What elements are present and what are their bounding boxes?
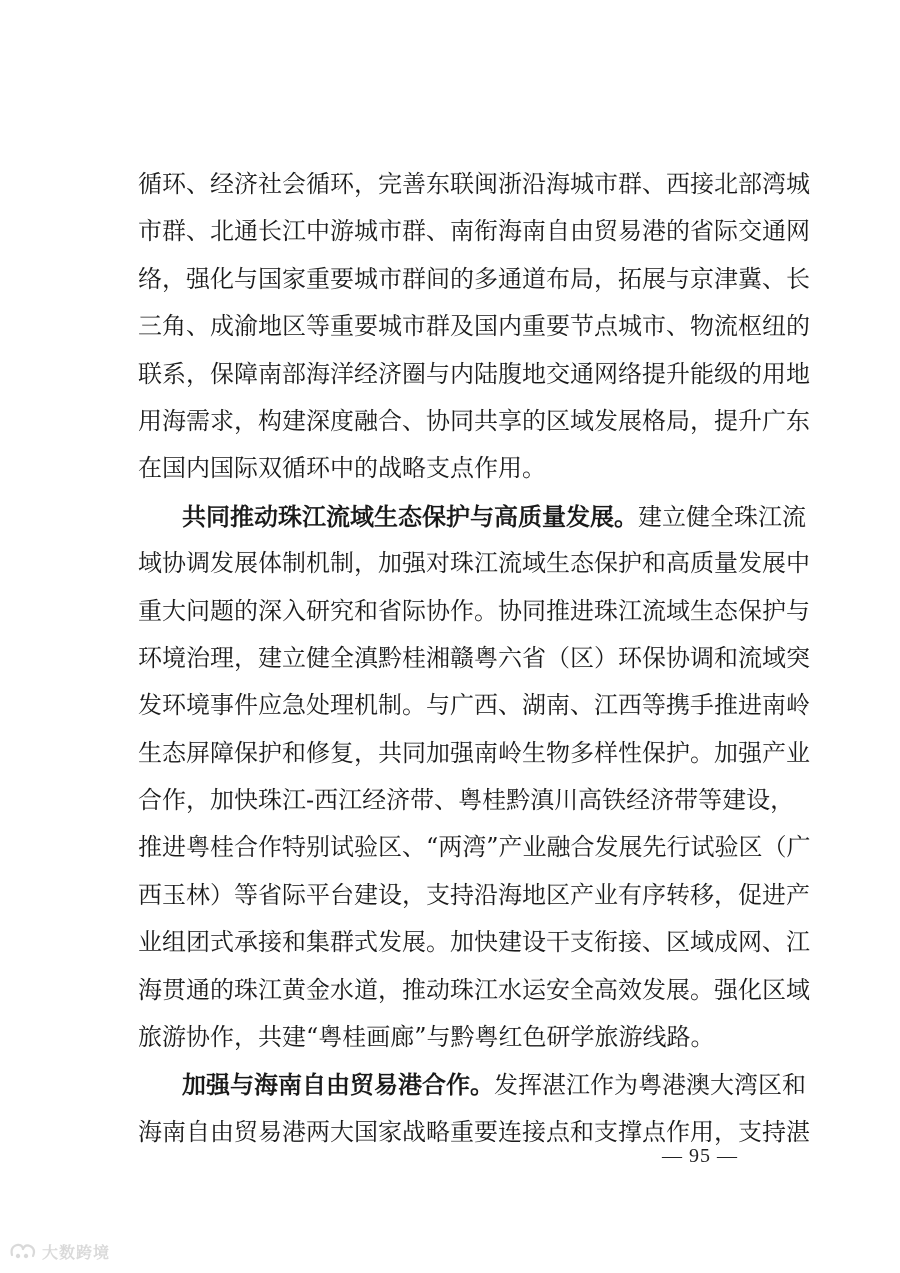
paragraph-line: 海南自由贸易港两大国家战略重要连接点和支撑点作用，支持湛 <box>138 1117 810 1146</box>
paragraph-line <box>138 493 806 540</box>
paragraph-line: 海贯通的珠江黄金水道，推动珠江水运安全高效发展。强化区域 <box>138 975 810 1004</box>
paragraph-line: 循环、经济社会循环，完善东联闽浙沿海城市群、西接北部湾城 <box>138 170 810 198</box>
paragraph-line: 重大问题的深入研究和省际协作。协同推进珠江流域生态保护与 <box>138 596 810 625</box>
paragraph-line: 发环境事件应急处理机制。与广西、湖南、江西等携手推进南岭 <box>138 691 810 720</box>
paragraph-line: 业组团式承接和集群式发展。加快建设干支衔接、区域成网、江 <box>138 928 810 957</box>
paragraph-line: 推进粤桂合作特别试验区、“两湾”产业融合发展先行试验区（广 <box>138 833 811 862</box>
paragraph-line: 络，强化与国家重要城市群间的多通道布局，拓展与京津冀、长 <box>138 264 810 293</box>
watermark-text: 大数跨境 <box>42 1243 111 1262</box>
page-number: — 95 — <box>662 1145 738 1167</box>
paragraph-line: 三角、成渝地区等重要城市群及国内重要节点城市、物流枢纽的 <box>138 312 810 341</box>
paragraph-line <box>138 1061 806 1108</box>
watermark <box>8 1240 110 1263</box>
watermark-logo-icon <box>8 1241 38 1263</box>
paragraph-line: 旅游协作，共建“粤桂画廊”与黔粤红色研学旅游线路。 <box>138 1023 715 1052</box>
paragraph-heading: 加强与海南自由贸易港合作。 <box>182 1070 494 1100</box>
paragraph-line: 联系，保障南部海洋经济圈与内陆腹地交通网络提升能级的用地 <box>138 359 810 388</box>
paragraph-line: 用海需求，构建深度融合、协同共享的区域发展格局，提升广东 <box>138 406 810 435</box>
paragraph-line: 在国内国际双循环中的战略支点作用。 <box>138 454 546 483</box>
paragraph-line: 市群、北通长江中游城市群、南衔海南自由贸易港的省际交通网 <box>138 217 810 246</box>
paragraph-line: 域协调发展体制机制，加强对珠江流域生态保护和高质量发展中 <box>138 549 810 578</box>
paragraph-heading: 共同推动珠江流域生态保护与高质量发展。 <box>182 501 638 531</box>
paragraph-text: 发挥湛江作为粤港澳大湾区和 <box>494 1071 806 1100</box>
paragraph-text: 建立健全珠江流 <box>638 502 806 531</box>
paragraph-line: 西玉林）等省际平台建设，支持沿海地区产业有序转移，促进产 <box>138 880 810 909</box>
paragraph-line: 合作，加快珠江-西江经济带、粤桂黔滇川高铁经济带等建设， <box>138 786 795 815</box>
paragraph-line: 生态屏障保护和修复，共同加强南岭生物多样性保护。加强产业 <box>138 738 810 767</box>
paragraph-line: 环境治理，建立健全滇黔桂湘赣粤六省（区）环保协调和流域突 <box>138 643 810 672</box>
body-text <box>138 161 811 1156</box>
